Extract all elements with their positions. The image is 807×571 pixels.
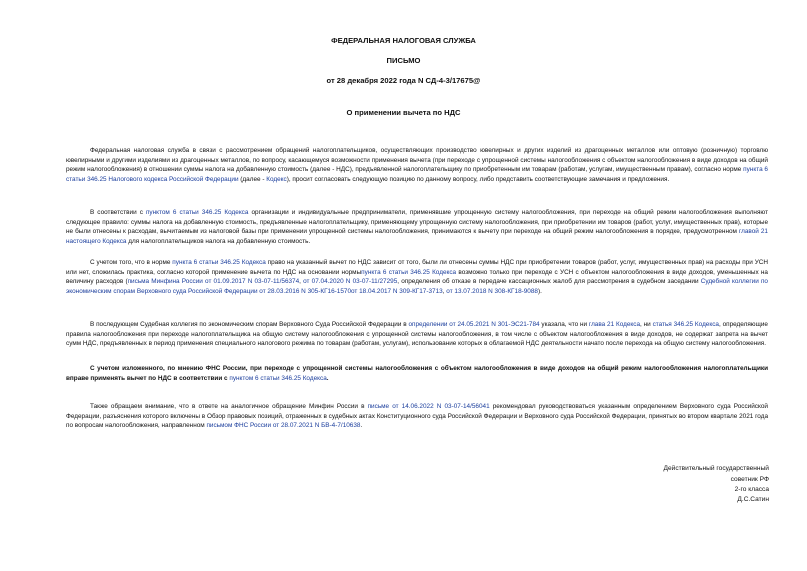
paragraph-text: (далее - [238, 175, 267, 183]
paragraph-1 [66, 146, 768, 184]
link-supreme-court-2016[interactable]: Судебной коллегии по экономическим спорам Верховного суда Российской Федерации от 28.03.2016 N 305-КГ16-1570 [66, 278, 768, 295]
paragraph-text: В соответствии с [90, 209, 146, 216]
link-fns-letter-2021[interactable]: письмом ФНС России от 28.07.2021 N БВ-4-7/10638 [206, 422, 361, 430]
paragraph-text: возможно только при переходе с УСН с объектом налогообложения в виде доходов, уменьшенных на величину расходов ( [66, 268, 768, 286]
paragraph-text: рекомендовал руководствоваться указанным определением Верховного суда Российской Федерации, разъяснения которого включены в Обзор правовых позиций, отраженных в судебных актах Конституционного суда Российской Федерации и Верховного суда Российской Федерации, принятых во втором квартале 2021 года по вопросам налогообложения, направленном [66, 403, 768, 430]
signature-title-line-1: Действительный государственный [663, 465, 769, 472]
link-article-346-25[interactable]: пунктом 6 статьи 346.25 Кодекса [145, 209, 249, 216]
paragraph-text: указала, что ни [539, 321, 589, 328]
paragraph-5-conclusion [66, 364, 768, 383]
paragraph-text: ). [537, 287, 542, 295]
paragraph-text: , определяющие правила налогообложения при переходе налогоплательщика на общую систему налогообложения с упрощенной системы налогообложения, в том числе с объектом налогообложения в виде доходов, не содержат запрета на вычет сумм НДС, предъявленных в период применения специального налогового режима по товарам (работам, услугам), использование которых в облагаемой НДС деятельности начато после перехода на общую систему налогообложения. [66, 321, 768, 348]
signature-title-line-2: советник РФ [730, 476, 769, 483]
link-article-346-25[interactable]: статья 346.25 Кодекса [652, 321, 719, 328]
link-minfin-letter-2022[interactable]: письме от 14.06.2022 N 03-07-14/56041 [367, 403, 490, 410]
paragraph-text: . [326, 374, 329, 382]
link-tax-code[interactable]: Налогового кодекса Российской Федерации [108, 175, 239, 183]
link-article-346-25[interactable]: пункта 6 статьи 346.25 Кодекса [172, 259, 266, 266]
link-code[interactable]: Кодекс [266, 175, 287, 183]
signatory-name: Д.С.Сатин [737, 496, 769, 503]
paragraph-6 [66, 402, 768, 431]
paragraph-2 [66, 208, 768, 246]
document-date-number: от 28 декабря 2022 года N СД-4-3/17675@ [326, 76, 481, 85]
paragraph-text: Также обращаем внимание, что в ответе на аналогичное обращение Минфин России в [90, 403, 368, 410]
link-article-346-25[interactable]: пункта 6 статьи 346.25 [66, 166, 768, 183]
paragraph-text: право на указанный вычет по НДС зависит от того, были ли отнесены суммы НДС при приобретении товаров (работ, услуг, имущественных прав) на расходы при УСН или нет, сложилась практика, согласно которой применение вычета по НДС на основании нормы [66, 259, 768, 276]
link-chapter-21[interactable]: главой 21 настоящего Кодекса [66, 228, 768, 245]
paragraph-text: , ни [640, 321, 653, 328]
paragraph-text: С учетом изложенного, по мнению ФНС России, при переходе с упрощенной системы налогообложения с объектом налогообложения в виде доходов на общий режим налогообложения налогоплательщики вправе применять вычет по НДС в соответствии с [66, 365, 768, 382]
link-minfin-letter-2020[interactable]: от 07.04.2020 N 03-07-11/27295 [303, 278, 398, 286]
paragraph-text: , [442, 287, 447, 295]
agency-title: ФЕДЕРАЛЬНАЯ НАЛОГОВАЯ СЛУЖБА [331, 36, 476, 45]
document-subject: О применении вычета по НДС [346, 108, 461, 117]
paragraph-text: организации и индивидуальные предприниматели, применявшие упрощенную систему налогообложения, при переходе на общий режим налогообложения выполняют следующее правило: суммы налога на добавленную стоимость, предъявленные налогоплательщику, применяющему упрощенную систему налогообложения, при приобретении им товаров (работ, услуг, имущественных прав), которые не были отнесены к расходам, вычитаемым из налоговой базы при применении упрощенной системы налогообложения, принимаются к вычету при переходе на общий режим налогообложения в порядке, предусмотренном [66, 209, 769, 236]
link-determination-2021[interactable]: определении от 24.05.2021 N 301-ЭС21-784 [408, 321, 540, 328]
link-article-346-25[interactable]: пунктом 6 статьи 346.25 Кодекса [229, 374, 327, 382]
paragraph-text: , определения об отказе в передаче кассационных жалоб для рассмотрения в судебном заседании [397, 278, 701, 286]
link-article-346-25[interactable]: пункта 6 статьи 346.25 Кодекса [361, 268, 457, 276]
paragraph-text: С учетом того, что в норме [90, 259, 173, 266]
document-type: ПИСЬМО [386, 56, 421, 65]
paragraph-4 [66, 320, 768, 349]
link-chapter-21[interactable]: глава 21 Кодекса [588, 321, 641, 328]
paragraph-text: . [360, 422, 363, 430]
paragraph-text: , [299, 278, 304, 286]
paragraph-text: Федеральная налоговая служба в связи с рассмотрением обращений налогоплательщиков, осуществляющих производство ювелирных и других изделий из драгоценных металлов или оптовую (розничную) торговлю ювелирными и другими изделиями из драгоценных металлов, по вопросу, касающемуся возможности применения вычета (при переходе с упрощенной системы налогообложения с объектом налогообложения в виде доходов на общий режим налогообложения) в отношении суммы налога на добавленную стоимость (далее - НДС), предъявленной налогоплательщику по приобретенным им товарам (работам, услугам, имущественным правам), согласно норме [66, 147, 768, 174]
paragraph-text: для налогоплательщиков налога на добавленную стоимость. [126, 237, 311, 245]
signature-title-line-3: 2-го класса [734, 486, 769, 493]
paragraph-3 [66, 258, 768, 296]
link-supreme-court-2018[interactable]: от 13.07.2018 N 308-КГ18-9088 [446, 287, 538, 295]
link-supreme-court-2017[interactable]: от 18.04.2017 N 309-КГ17-3713 [351, 287, 443, 295]
paragraph-text: ), просит согласовать следующую позицию по данному вопросу, либо представить соответствующие замечания и предложения. [286, 175, 670, 183]
paragraph-text: В последующем Судебная коллегия по экономическим спорам Верховного Суда Российской Федерации в [90, 321, 409, 328]
link-minfin-letter-2017[interactable]: письма Минфина России от 01.09.2017 N 03-07-11/56374 [127, 278, 300, 286]
